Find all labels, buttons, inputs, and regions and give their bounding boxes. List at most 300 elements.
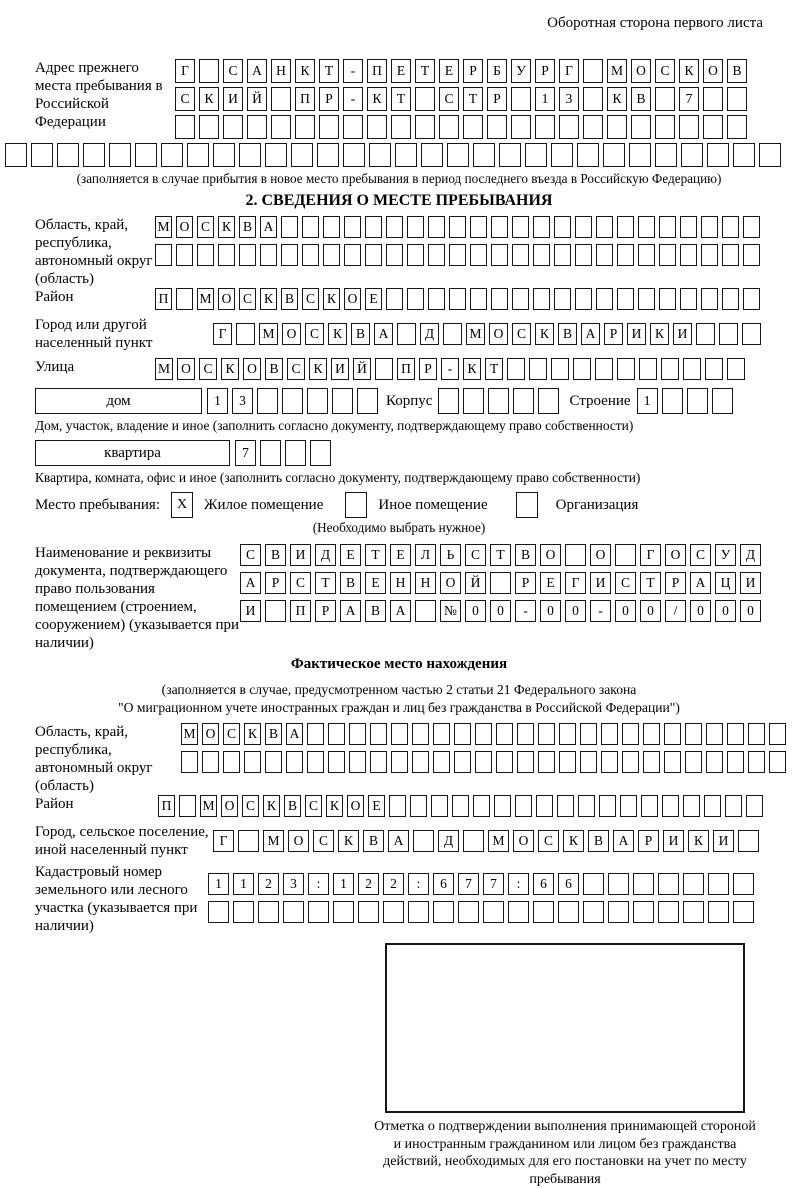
char-box[interactable] xyxy=(475,751,492,773)
char-box[interactable]: 2 xyxy=(258,873,279,895)
char-box[interactable] xyxy=(680,216,697,238)
char-box[interactable] xyxy=(260,440,281,466)
char-box[interactable]: К xyxy=(338,830,359,852)
char-box[interactable] xyxy=(407,216,424,238)
char-box[interactable] xyxy=(328,751,345,773)
char-box[interactable] xyxy=(708,901,729,923)
char-box[interactable] xyxy=(622,723,639,745)
char-box[interactable]: 1 xyxy=(233,873,254,895)
char-box[interactable]: И xyxy=(627,323,646,345)
char-box[interactable]: - xyxy=(590,600,611,622)
char-box[interactable] xyxy=(449,216,466,238)
char-box[interactable]: В xyxy=(265,358,283,380)
char-box[interactable] xyxy=(357,388,378,414)
char-box[interactable]: К xyxy=(679,59,699,83)
char-box[interactable] xyxy=(596,216,613,238)
char-box[interactable] xyxy=(443,323,462,345)
char-box[interactable]: С xyxy=(313,830,334,852)
char-box[interactable] xyxy=(415,600,436,622)
char-box[interactable]: О xyxy=(665,544,686,566)
char-box[interactable] xyxy=(703,115,723,139)
char-box[interactable] xyxy=(433,723,450,745)
char-box[interactable]: К xyxy=(309,358,327,380)
char-box[interactable] xyxy=(407,288,424,310)
char-box[interactable]: В xyxy=(365,600,386,622)
char-box[interactable] xyxy=(208,901,229,923)
char-box[interactable] xyxy=(176,244,193,266)
char-box[interactable] xyxy=(176,288,193,310)
char-box[interactable]: М xyxy=(466,323,485,345)
char-box[interactable] xyxy=(397,323,416,345)
char-box[interactable] xyxy=(370,723,387,745)
char-box[interactable] xyxy=(389,795,406,817)
char-box[interactable] xyxy=(223,751,240,773)
char-box[interactable] xyxy=(664,751,681,773)
char-box[interactable] xyxy=(161,143,183,167)
char-box[interactable]: / xyxy=(665,600,686,622)
char-box[interactable] xyxy=(323,244,340,266)
char-box[interactable] xyxy=(428,244,445,266)
char-box[interactable]: У xyxy=(715,544,736,566)
char-box[interactable] xyxy=(463,830,484,852)
char-box[interactable] xyxy=(631,115,651,139)
char-box[interactable] xyxy=(554,288,571,310)
char-box[interactable]: Т xyxy=(640,572,661,594)
char-box[interactable]: 0 xyxy=(465,600,486,622)
char-box[interactable] xyxy=(580,723,597,745)
char-box[interactable] xyxy=(473,143,495,167)
char-box[interactable]: Б xyxy=(487,59,507,83)
char-box[interactable] xyxy=(283,901,304,923)
char-box[interactable]: Р xyxy=(265,572,286,594)
char-box[interactable]: 0 xyxy=(740,600,761,622)
char-box[interactable] xyxy=(733,901,754,923)
char-box[interactable] xyxy=(271,115,291,139)
char-box[interactable] xyxy=(281,244,298,266)
char-box[interactable] xyxy=(639,358,657,380)
char-box[interactable]: № xyxy=(440,600,461,622)
char-box[interactable] xyxy=(538,388,559,414)
char-box[interactable] xyxy=(703,87,723,111)
char-box[interactable] xyxy=(683,358,701,380)
char-box[interactable] xyxy=(499,143,521,167)
char-box[interactable]: О xyxy=(631,59,651,83)
char-box[interactable]: К xyxy=(221,358,239,380)
char-box[interactable] xyxy=(525,143,547,167)
char-box[interactable] xyxy=(199,59,219,83)
char-box[interactable] xyxy=(685,751,702,773)
char-box[interactable]: О xyxy=(703,59,723,83)
char-box[interactable] xyxy=(508,901,529,923)
char-box[interactable]: О xyxy=(513,830,534,852)
char-box[interactable] xyxy=(302,244,319,266)
char-box[interactable] xyxy=(733,873,754,895)
char-box[interactable]: К xyxy=(244,723,261,745)
char-box[interactable]: К xyxy=(263,795,280,817)
char-box[interactable]: К xyxy=(535,323,554,345)
char-box[interactable]: 3 xyxy=(559,87,579,111)
char-box[interactable] xyxy=(438,388,459,414)
char-box[interactable] xyxy=(386,216,403,238)
char-box[interactable]: Й xyxy=(247,87,267,111)
char-box[interactable] xyxy=(473,795,490,817)
char-box[interactable]: Т xyxy=(463,87,483,111)
char-box[interactable] xyxy=(719,323,738,345)
char-box[interactable] xyxy=(769,751,786,773)
char-box[interactable] xyxy=(557,795,574,817)
char-box[interactable] xyxy=(239,244,256,266)
char-box[interactable]: М xyxy=(488,830,509,852)
char-box[interactable] xyxy=(511,115,531,139)
char-box[interactable]: В xyxy=(515,544,536,566)
char-box[interactable] xyxy=(512,244,529,266)
char-box[interactable] xyxy=(659,244,676,266)
char-box[interactable] xyxy=(310,440,331,466)
char-box[interactable] xyxy=(407,244,424,266)
char-box[interactable] xyxy=(343,115,363,139)
char-box[interactable] xyxy=(265,751,282,773)
char-box[interactable]: Е xyxy=(540,572,561,594)
char-box[interactable] xyxy=(743,216,760,238)
char-box[interactable]: Р xyxy=(535,59,555,83)
char-box[interactable] xyxy=(687,388,708,414)
char-box[interactable] xyxy=(213,143,235,167)
char-box[interactable]: 0 xyxy=(690,600,711,622)
char-box[interactable] xyxy=(454,751,471,773)
char-box[interactable]: Р xyxy=(419,358,437,380)
char-box[interactable] xyxy=(533,901,554,923)
char-box[interactable]: К xyxy=(328,323,347,345)
char-box[interactable] xyxy=(507,358,525,380)
char-box[interactable] xyxy=(664,723,681,745)
char-box[interactable]: К xyxy=(607,87,627,111)
char-box[interactable] xyxy=(463,115,483,139)
char-box[interactable] xyxy=(239,143,261,167)
char-box[interactable] xyxy=(683,901,704,923)
char-box[interactable] xyxy=(247,115,267,139)
char-box[interactable]: А xyxy=(240,572,261,594)
char-box[interactable] xyxy=(583,87,603,111)
char-box[interactable]: 6 xyxy=(433,873,454,895)
char-box[interactable]: С xyxy=(240,544,261,566)
char-box[interactable] xyxy=(733,143,755,167)
char-box[interactable]: В xyxy=(239,216,256,238)
char-box[interactable] xyxy=(31,143,53,167)
char-box[interactable] xyxy=(319,115,339,139)
char-box[interactable]: Т xyxy=(319,59,339,83)
char-box[interactable]: 0 xyxy=(640,600,661,622)
char-box[interactable] xyxy=(595,358,613,380)
char-box[interactable]: 0 xyxy=(540,600,561,622)
char-box[interactable]: Е xyxy=(439,59,459,83)
char-box[interactable]: 0 xyxy=(715,600,736,622)
char-box[interactable] xyxy=(638,216,655,238)
char-box[interactable] xyxy=(447,143,469,167)
char-box[interactable]: Т xyxy=(490,544,511,566)
char-box[interactable] xyxy=(428,216,445,238)
char-box[interactable]: О xyxy=(176,216,193,238)
char-box[interactable]: И xyxy=(240,600,261,622)
char-box[interactable] xyxy=(175,115,195,139)
char-box[interactable]: В xyxy=(363,830,384,852)
char-box[interactable] xyxy=(109,143,131,167)
char-box[interactable]: Т xyxy=(365,544,386,566)
char-box[interactable]: Р xyxy=(315,600,336,622)
char-box[interactable] xyxy=(286,751,303,773)
char-box[interactable] xyxy=(722,288,739,310)
char-box[interactable]: С xyxy=(655,59,675,83)
char-box[interactable] xyxy=(617,358,635,380)
char-box[interactable]: П xyxy=(155,288,172,310)
char-box[interactable] xyxy=(197,244,214,266)
char-box[interactable]: Т xyxy=(415,59,435,83)
char-box[interactable]: И xyxy=(290,544,311,566)
char-box[interactable] xyxy=(302,216,319,238)
char-box[interactable] xyxy=(260,244,277,266)
char-box[interactable] xyxy=(57,143,79,167)
char-box[interactable] xyxy=(620,795,637,817)
char-box[interactable] xyxy=(369,143,391,167)
char-box[interactable] xyxy=(727,751,744,773)
char-box[interactable]: И xyxy=(713,830,734,852)
char-box[interactable] xyxy=(187,143,209,167)
char-box[interactable] xyxy=(428,288,445,310)
char-box[interactable] xyxy=(622,751,639,773)
char-box[interactable] xyxy=(391,723,408,745)
char-box[interactable]: В xyxy=(727,59,747,83)
char-box[interactable] xyxy=(655,115,675,139)
char-box[interactable] xyxy=(265,600,286,622)
char-box[interactable] xyxy=(421,143,443,167)
char-box[interactable] xyxy=(617,288,634,310)
char-box[interactable] xyxy=(386,244,403,266)
char-box[interactable] xyxy=(282,388,303,414)
char-box[interactable] xyxy=(681,143,703,167)
char-box[interactable]: : xyxy=(408,873,429,895)
char-box[interactable] xyxy=(491,244,508,266)
char-box[interactable] xyxy=(490,572,511,594)
char-box[interactable]: 6 xyxy=(558,873,579,895)
char-box[interactable] xyxy=(701,216,718,238)
char-box[interactable] xyxy=(685,723,702,745)
char-box[interactable] xyxy=(307,751,324,773)
char-box[interactable] xyxy=(135,143,157,167)
char-box[interactable] xyxy=(439,115,459,139)
char-box[interactable]: - xyxy=(515,600,536,622)
char-box[interactable]: Г xyxy=(213,830,234,852)
char-box[interactable]: И xyxy=(663,830,684,852)
char-box[interactable]: О xyxy=(177,358,195,380)
char-box[interactable] xyxy=(491,216,508,238)
char-box[interactable] xyxy=(223,115,243,139)
char-box[interactable] xyxy=(559,723,576,745)
char-box[interactable] xyxy=(5,143,27,167)
char-box[interactable] xyxy=(257,388,278,414)
char-box[interactable]: М xyxy=(155,358,173,380)
char-box[interactable]: С xyxy=(512,323,531,345)
char-box[interactable]: С xyxy=(538,830,559,852)
char-box[interactable] xyxy=(683,795,700,817)
char-box[interactable] xyxy=(658,901,679,923)
char-box[interactable] xyxy=(494,795,511,817)
char-box[interactable] xyxy=(599,795,616,817)
char-box[interactable]: Р xyxy=(604,323,623,345)
char-box[interactable]: С xyxy=(439,87,459,111)
char-box[interactable]: М xyxy=(263,830,284,852)
char-box[interactable] xyxy=(655,87,675,111)
char-box[interactable] xyxy=(517,723,534,745)
char-box[interactable] xyxy=(515,795,532,817)
char-box[interactable] xyxy=(535,115,555,139)
char-box[interactable]: Е xyxy=(368,795,385,817)
char-box[interactable]: П xyxy=(158,795,175,817)
char-box[interactable] xyxy=(375,358,393,380)
char-box[interactable]: Д xyxy=(740,544,761,566)
char-box[interactable] xyxy=(415,115,435,139)
char-box[interactable]: С xyxy=(465,544,486,566)
char-box[interactable] xyxy=(449,288,466,310)
char-box[interactable]: М xyxy=(155,216,172,238)
char-box[interactable]: М xyxy=(197,288,214,310)
char-box[interactable] xyxy=(583,115,603,139)
char-box[interactable] xyxy=(743,244,760,266)
char-box[interactable]: 7 xyxy=(483,873,504,895)
char-box[interactable] xyxy=(706,723,723,745)
char-box[interactable] xyxy=(391,751,408,773)
char-box[interactable]: К xyxy=(326,795,343,817)
char-box[interactable]: 0 xyxy=(565,600,586,622)
char-box[interactable]: Г xyxy=(175,59,195,83)
char-box[interactable] xyxy=(491,288,508,310)
char-box[interactable] xyxy=(679,115,699,139)
char-box[interactable] xyxy=(617,244,634,266)
char-box[interactable] xyxy=(722,216,739,238)
char-box[interactable]: 0 xyxy=(490,600,511,622)
char-box[interactable]: С xyxy=(242,795,259,817)
char-box[interactable] xyxy=(332,388,353,414)
char-box[interactable]: Т xyxy=(485,358,503,380)
char-box[interactable] xyxy=(583,873,604,895)
char-box[interactable] xyxy=(725,795,742,817)
char-box[interactable]: С xyxy=(305,323,324,345)
char-box[interactable] xyxy=(433,901,454,923)
char-box[interactable] xyxy=(596,244,613,266)
char-box[interactable]: И xyxy=(673,323,692,345)
char-box[interactable]: С xyxy=(223,723,240,745)
char-box[interactable]: А xyxy=(390,600,411,622)
char-box[interactable] xyxy=(365,216,382,238)
char-box[interactable] xyxy=(323,216,340,238)
char-box[interactable] xyxy=(643,751,660,773)
char-box[interactable] xyxy=(696,323,715,345)
char-box[interactable] xyxy=(496,723,513,745)
char-box[interactable] xyxy=(307,723,324,745)
char-box[interactable]: А xyxy=(690,572,711,594)
char-box[interactable]: В xyxy=(351,323,370,345)
char-box[interactable] xyxy=(258,901,279,923)
char-box[interactable]: М xyxy=(181,723,198,745)
char-box[interactable] xyxy=(533,288,550,310)
char-box[interactable] xyxy=(349,751,366,773)
char-box[interactable] xyxy=(496,751,513,773)
char-box[interactable] xyxy=(615,544,636,566)
char-box[interactable]: А xyxy=(374,323,393,345)
char-box[interactable] xyxy=(629,143,651,167)
char-box[interactable] xyxy=(558,901,579,923)
char-box[interactable]: Р xyxy=(638,830,659,852)
char-box[interactable]: Г xyxy=(559,59,579,83)
char-box[interactable] xyxy=(281,216,298,238)
char-box[interactable]: Д xyxy=(420,323,439,345)
char-box[interactable] xyxy=(575,216,592,238)
char-box[interactable]: Р xyxy=(665,572,686,594)
char-box[interactable] xyxy=(202,751,219,773)
char-box[interactable]: С xyxy=(197,216,214,238)
char-box[interactable] xyxy=(746,795,763,817)
char-box[interactable]: М xyxy=(200,795,217,817)
char-box[interactable] xyxy=(367,115,387,139)
char-box[interactable] xyxy=(738,830,759,852)
char-box[interactable] xyxy=(659,216,676,238)
char-box[interactable] xyxy=(244,751,261,773)
char-box[interactable]: 7 xyxy=(679,87,699,111)
char-box[interactable] xyxy=(487,115,507,139)
char-box[interactable] xyxy=(748,723,765,745)
char-box[interactable] xyxy=(577,143,599,167)
char-box[interactable] xyxy=(575,288,592,310)
char-box[interactable] xyxy=(608,901,629,923)
char-box[interactable] xyxy=(701,288,718,310)
char-box[interactable] xyxy=(488,388,509,414)
char-box[interactable]: О xyxy=(590,544,611,566)
char-box[interactable]: О xyxy=(347,795,364,817)
char-box[interactable]: С xyxy=(290,572,311,594)
char-box[interactable] xyxy=(661,358,679,380)
char-box[interactable]: Г xyxy=(565,572,586,594)
char-box[interactable] xyxy=(317,143,339,167)
checkbox-inoe[interactable] xyxy=(345,492,367,518)
char-box[interactable] xyxy=(452,795,469,817)
char-box[interactable]: О xyxy=(440,572,461,594)
char-box[interactable] xyxy=(551,143,573,167)
char-box[interactable]: И xyxy=(590,572,611,594)
char-box[interactable] xyxy=(727,358,745,380)
char-box[interactable]: О xyxy=(288,830,309,852)
char-box[interactable]: Н xyxy=(390,572,411,594)
char-box[interactable]: М xyxy=(607,59,627,83)
char-box[interactable] xyxy=(199,115,219,139)
char-box[interactable] xyxy=(659,288,676,310)
char-box[interactable]: Т xyxy=(315,572,336,594)
char-box[interactable] xyxy=(536,795,553,817)
char-box[interactable] xyxy=(680,288,697,310)
char-box[interactable] xyxy=(475,723,492,745)
char-box[interactable]: К xyxy=(650,323,669,345)
char-box[interactable] xyxy=(513,388,534,414)
char-box[interactable]: В xyxy=(631,87,651,111)
char-box[interactable]: 6 xyxy=(533,873,554,895)
char-box[interactable]: С xyxy=(690,544,711,566)
char-box[interactable]: Р xyxy=(487,87,507,111)
char-box[interactable] xyxy=(633,873,654,895)
char-box[interactable] xyxy=(706,751,723,773)
char-box[interactable]: С xyxy=(199,358,217,380)
char-box[interactable] xyxy=(83,143,105,167)
char-box[interactable] xyxy=(449,244,466,266)
char-box[interactable] xyxy=(358,901,379,923)
char-box[interactable]: Н xyxy=(415,572,436,594)
char-box[interactable] xyxy=(463,388,484,414)
